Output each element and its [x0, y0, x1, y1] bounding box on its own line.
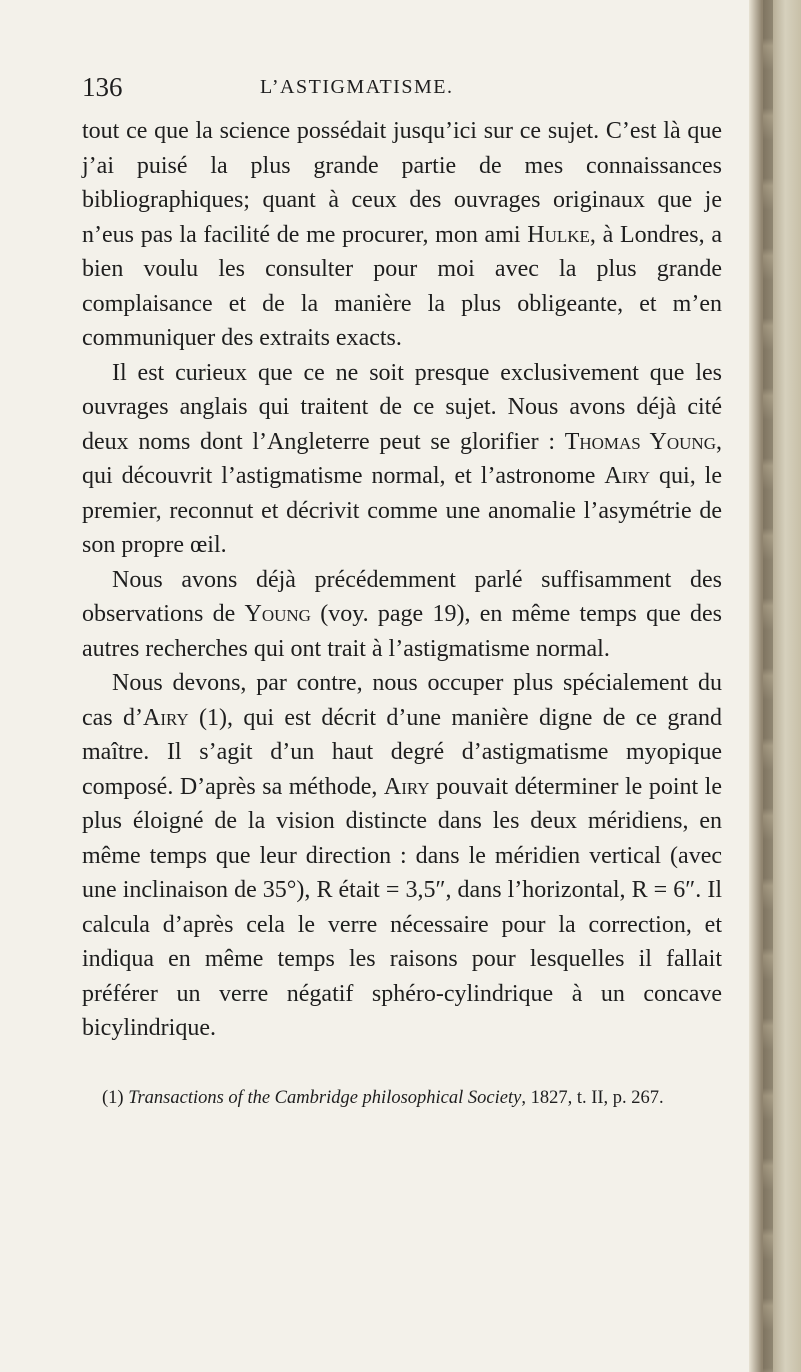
footnote-journal-title: Transactions of the Cambridge philosophical Society [128, 1088, 522, 1108]
paragraph [82, 666, 722, 1046]
text-run: tout ce que la science possédait jusqu’ici sur ce sujet. C’est là que j’ai puisé la plus grande partie de mes connaissances bibliographiques; quant à ceux des ouvrages originaux que je n’eus pas la facilité de me procurer, mon ami [82, 118, 722, 248]
text-run: (1), qui est décrit d’une manière digne de ce grand maître. Il s’agit d’un haut degré d’astigmatisme myopique composé. D’après sa méthode, [82, 704, 723, 800]
text-run: (voy. page 19), en même temps que des autres recherches qui ont trait à l’astigmatisme normal. [82, 601, 722, 662]
paragraph [82, 563, 722, 667]
running-head: L’ASTIGMATISME. [260, 76, 454, 98]
text-run: Nous devons, par contre, nous occuper plus spécialement du cas d’ [82, 670, 722, 731]
text-run: , à Londres, a bien voulu les consulter pour moi avec la plus grande complaisance et de la manière la plus obligeante, et m’en communiquer des extraits exacts. [82, 221, 723, 351]
author-name: Airy [604, 463, 651, 489]
author-name: Airy [383, 773, 430, 800]
footnote-citation: , 1827, t. II, p. 267. [521, 1088, 664, 1108]
body-text [82, 114, 722, 1046]
text-run: Il est curieux que ce ne soit presque exclusivement que les ouvrages anglais qui traitent de ce sujet. Nous avons déjà cité deux noms dont l’Angleterre peut se glorifier : [82, 359, 722, 455]
author-name: Airy [143, 704, 189, 731]
text-run: pouvait déterminer le point le plus éloigné de la vision distincte dans les deux méridiens, en même temps que leur direction : dans le méridien vertical (avec une inclinaison de 35°), R était = 3,5″, dans l’horizontal, R = 6″. Il calcula d’après cela le verre nécessaire pour la correction, et indiqua en même temps les raisons pour lesquelles il fallait préférer un verre négatif sphéro-cylindrique à un concave bicylindrique. [82, 773, 722, 1041]
text-run: Nous avons déjà précédemment parlé suffisamment des observations de [82, 566, 722, 627]
footnote-text [82, 1086, 722, 1111]
paragraph [82, 356, 722, 563]
footnote [82, 1086, 722, 1111]
text-run: qui, le premier, reconnut et décrivit comme une anomalie l’asymétrie de son propre œil. [82, 463, 722, 558]
text-run: , qui découvrit l’astigmatisme normal, et l’astronome [82, 428, 722, 489]
author-name: Young [244, 601, 311, 627]
page-number: 136 [82, 72, 123, 102]
page-header [82, 72, 722, 104]
author-name: Thomas Young [564, 428, 716, 455]
author-name: Hulke [527, 221, 590, 248]
paragraph [82, 114, 722, 356]
footnote-marker: (1) [102, 1088, 129, 1108]
page-edge-binding [749, 0, 801, 1372]
